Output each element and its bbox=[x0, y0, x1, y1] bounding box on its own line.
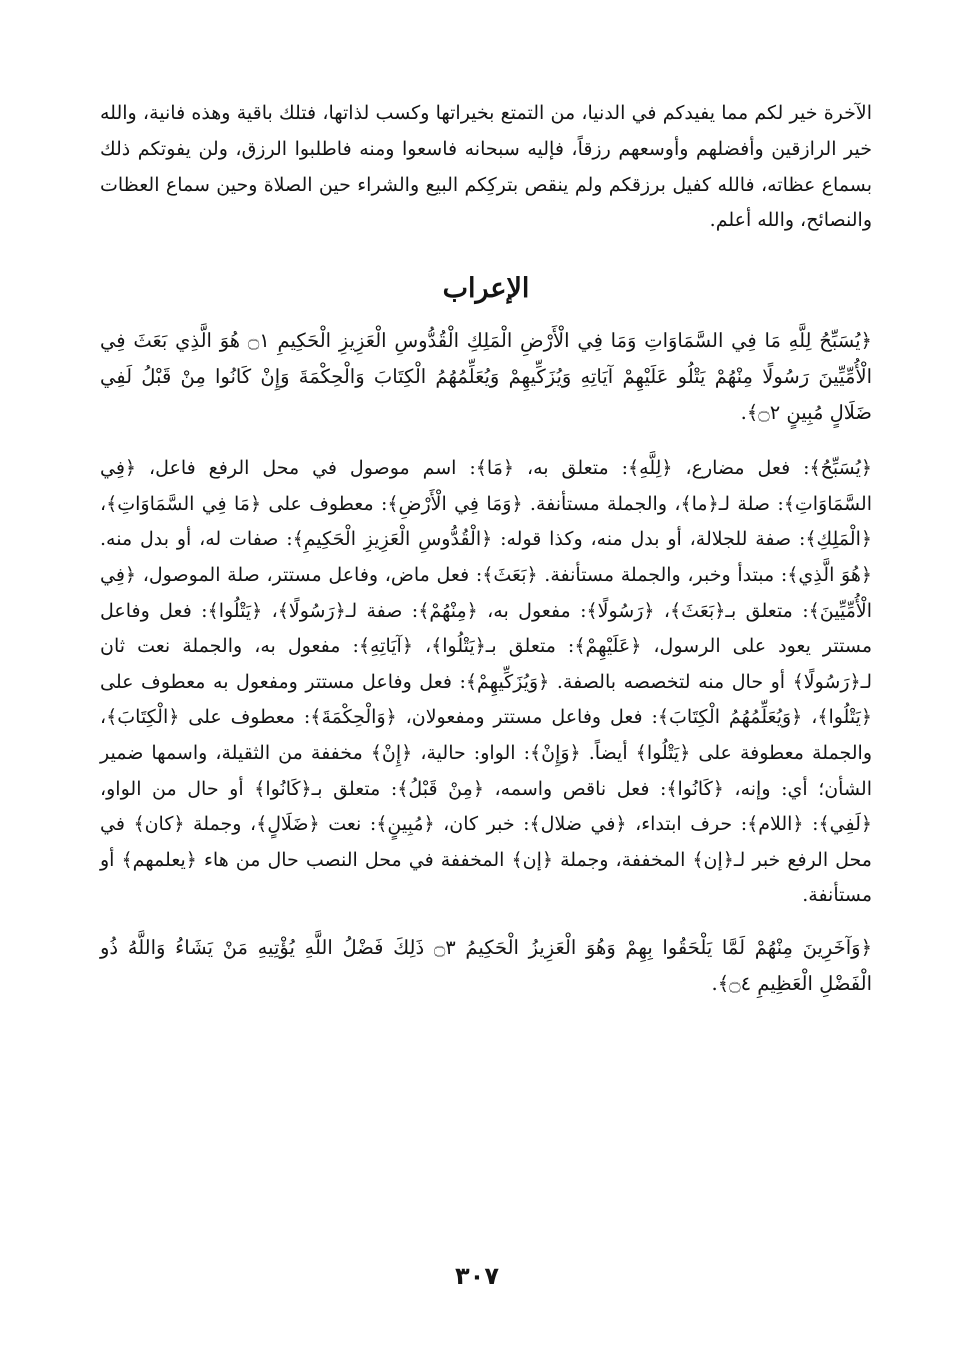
quran-verse-1: ﴿يُسَبِّحُ لِلَّهِ مَا فِي السَّمَاوَاتِ وَمَا فِي الْأَرْضِ الْمَلِكِ الْقُدُّوسِ الْعَزِيزِ الْحَكِيمِ ۝١ هُوَ الَّذِي بَعَثَ فِي الْأُمِّيِّينَ رَسُولًا مِنْهُمْ يَتْلُو عَلَيْهِمْ آيَاتِهِ وَيُزَكِّيهِمْ وَيُعَلِّمُهُمُ الْكِتَابَ وَالْحِكْمَةَ وَإِنْ كَانُوا مِنْ قَبْلُ لَفِي ضَلَالٍ مُبِينٍ ۝٢﴾. bbox=[100, 329, 872, 425]
i3rab-paragraph: ﴿يُسَبِّحُ﴾: فعل مضارع، ﴿لِلَّهِ﴾: متعلق به، ﴿مَا﴾: اسم موصول في محل الرفع فاعل، ﴿فِي السَّمَاوَاتِ﴾: صلة لـ﴿ما﴾، والجملة مستأنفة. ﴿وَمَا فِي الْأَرْضِ﴾: معطوف على ﴿مَا فِي السَّمَاوَاتِ﴾، ﴿الْمَلِكِ﴾: صفة للجلالة، أو بدل منه، وكذا قوله: ﴿الْقُدُّوسِ الْعَزِيزِ الْحَكِيمِ﴾: صفات له، أو بدل منه. ﴿هُوَ الَّذِي﴾: مبتدأ وخبر، والجملة مستأنفة. ﴿بَعَثَ﴾: فعل ماض، وفاعل مستتر، صلة الموصول، ﴿فِي الْأُمِّيِّينَ﴾: متعلق بـ﴿بَعَثَ﴾، ﴿رَسُولًا﴾: مفعول به، ﴿مِنْهُمْ﴾: صفة لـ﴿رَسُولًا﴾، ﴿يَتْلُوا﴾: فعل وفاعل مستتر يعود على الرسول، ﴿عَلَيْهِمْ﴾: متعلق بـ﴿يَتْلُوا﴾، ﴿آيَاتِهِ﴾: مفعول به، والجملة نعت ثان لـ﴿رَسُولًا﴾ أو حال منه لتخصصه بالصفة. ﴿وَيُزَكِّيهِمْ﴾: فعل وفاعل مستتر ومفعول به معطوف على ﴿يَتْلُوا﴾، ﴿وَيُعَلِّمُهُمُ الْكِتَابَ﴾: فعل وفاعل مستتر ومفعولان، ﴿وَالْحِكْمَةَ﴾: معطوف على ﴿الْكِتَابَ﴾، والجملة معطوفة على ﴿يَتْلُوا﴾ أيضاً. ﴿وَإِنْ﴾: الواو: حالية، ﴿إِنْ﴾ مخففة من الثقيلة، واسمها ضمير الشأن؛ أي: وإنه، ﴿كَانُوا﴾: فعل ناقص واسمه، ﴿مِنْ قَبْلُ﴾: متعلق بـ﴿كَانُوا﴾ أو حال من الواو، ﴿لَفِي﴾: ﴿اللام﴾: حرف ابتداء، ﴿في ضلال﴾: خبر كان، ﴿مُبِينٍ﴾: نعت ﴿ضَلَالٍ﴾، وجملة ﴿كان﴾ في محل الرفع خبر لـ﴿إن﴾ المخففة، وجملة ﴿إن﴾ المخففة في محل النصب حال من هاء ﴿يعلمهم﴾ أو مستأنفة. bbox=[100, 457, 872, 907]
page-body bbox=[100, 96, 872, 1002]
section-heading: الإعراب bbox=[442, 273, 530, 305]
quran-verse-2: ﴿وَآخَرِينَ مِنْهُمْ لَمَّا يَلْحَقُوا بِهِمْ وَهُوَ الْعَزِيزُ الْحَكِيمُ ۝٣ ذَلِكَ فَضْلُ اللَّهِ يُؤْتِيهِ مَنْ يَشَاءُ وَاللَّهُ ذُو الْفَضْلِ الْعَظِيمِ ۝٤﴾. bbox=[100, 935, 872, 995]
intro-paragraph: الآخرة خير لكم مما يفيدكم في الدنيا، من التمتع بخيراتها وكسب لذاتها، فتلك باقية وهذه فانية، والله خير الرازقين وأفضلهم وأوسعهم رزقاً، فإليه سبحانه فاسعوا ومنه فاطلبوا الرزق، ولن يفوتكم ذلك بسماع عظاته، فالله كفيل برزقكم ولم ينقص بتركِكم البيع والشراء حين الصلاة وحين سماع العظات والنصائح، والله أعلم. bbox=[100, 102, 872, 232]
page-number: ٣٠٧ bbox=[455, 1262, 499, 1290]
